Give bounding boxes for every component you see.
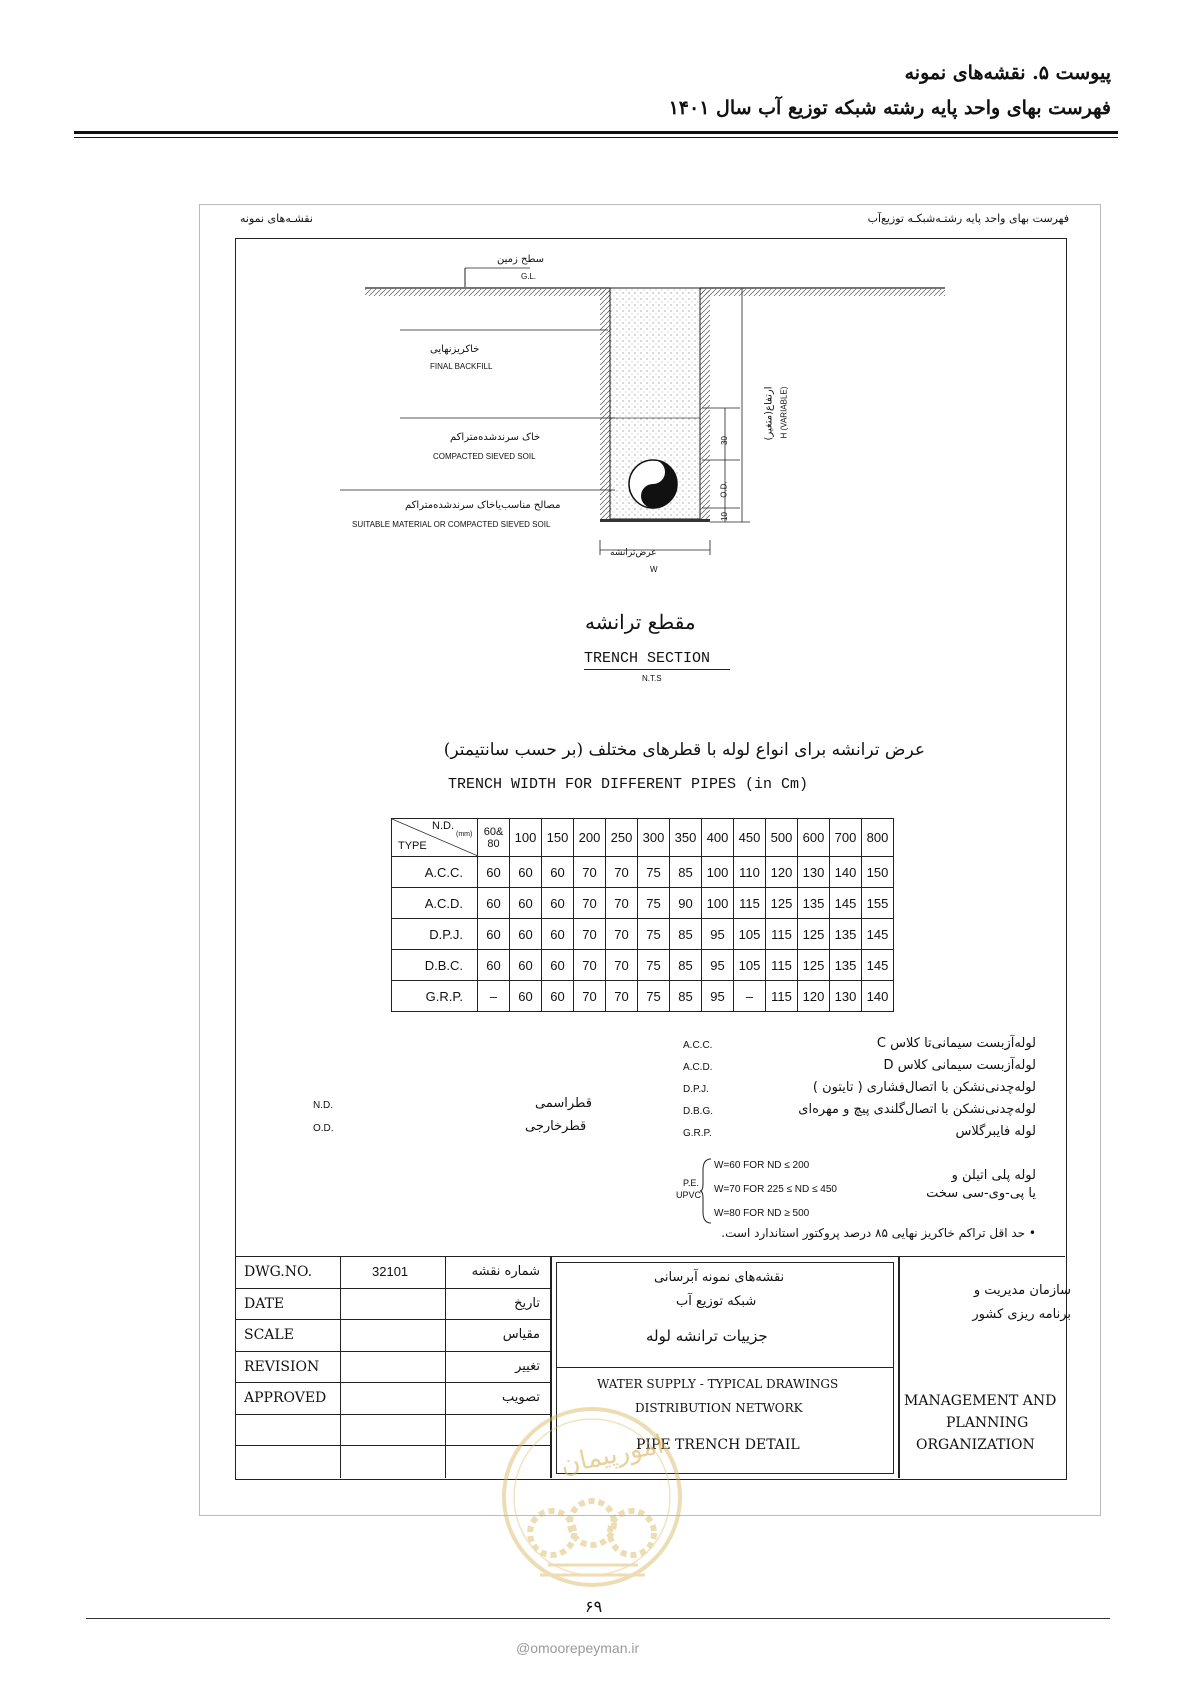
section-title-fa: مقطع ترانشه bbox=[585, 610, 696, 634]
table-cell: 95 bbox=[702, 919, 734, 950]
table-cell: 75 bbox=[638, 950, 670, 981]
table-corner-cell bbox=[392, 819, 478, 857]
table-row bbox=[392, 857, 894, 888]
table-body bbox=[392, 857, 894, 1012]
final-backfill-fa: خاکریزنهایی bbox=[430, 344, 480, 355]
table-col-header: 60& 80 bbox=[478, 819, 510, 857]
center-fa-3: جزییات ترانشه لوله bbox=[646, 1327, 768, 1345]
table-cell: 130 bbox=[830, 981, 862, 1012]
org-fa-2: برنامه ریزی کشور bbox=[972, 1307, 1071, 1322]
pe-rule-2: W=70 FOR 225 ≤ ND ≤ 450 bbox=[714, 1184, 837, 1195]
table-cell: 75 bbox=[638, 888, 670, 919]
table-row bbox=[392, 888, 894, 919]
table-row-type: A.C.C. bbox=[392, 857, 478, 888]
table-cell: 85 bbox=[670, 919, 702, 950]
table-row-type: D.B.C. bbox=[392, 950, 478, 981]
org-en-1: MANAGEMENT AND bbox=[904, 1393, 1057, 1409]
table-cell: 105 bbox=[734, 950, 766, 981]
table-cell: 140 bbox=[862, 981, 894, 1012]
width-label-fa: عرض‌ترانشه bbox=[610, 548, 657, 558]
title-block-label: APPROVED bbox=[244, 1390, 327, 1406]
footer-rule bbox=[86, 1618, 1110, 1619]
table-cell: 60 bbox=[510, 857, 542, 888]
table-row bbox=[392, 919, 894, 950]
table-cell: 115 bbox=[766, 981, 798, 1012]
table-row-type: A.C.D. bbox=[392, 888, 478, 919]
table-cell: 115 bbox=[766, 919, 798, 950]
table-row-type: G.R.P. bbox=[392, 981, 478, 1012]
suitable-en: SUITABLE MATERIAL OR COMPACTED SIEVED SOIL bbox=[352, 520, 551, 529]
watermark-logo-text: امورپیمان bbox=[558, 1429, 667, 1481]
legend-code: A.C.C. bbox=[683, 1040, 713, 1051]
table-cell: 70 bbox=[606, 888, 638, 919]
table-col-header: 100 bbox=[510, 819, 542, 857]
org-en-2: PLANNING bbox=[946, 1415, 1029, 1431]
final-backfill-en: FINAL BACKFILL bbox=[430, 362, 493, 371]
table-cell: 70 bbox=[606, 950, 638, 981]
compacted-en: COMPACTED SIEVED SOIL bbox=[433, 452, 536, 461]
table-cell: 135 bbox=[830, 919, 862, 950]
pe-fa-1: لوله پلی اتیلن و bbox=[951, 1168, 1036, 1183]
table-cell: 75 bbox=[638, 857, 670, 888]
table-cell: 60 bbox=[478, 919, 510, 950]
header-line-2: فهرست بهای واحد پایه رشته شبکه توزیع آب سال ۱۴۰۱ bbox=[668, 97, 1111, 119]
table-cell: 145 bbox=[862, 919, 894, 950]
legend-code: D.B.G. bbox=[683, 1106, 714, 1117]
table-cell: 110 bbox=[734, 857, 766, 888]
header-rule-thin bbox=[74, 137, 1118, 138]
table-col-header: 500 bbox=[766, 819, 798, 857]
od-fa: قطرخارجی bbox=[525, 1119, 587, 1134]
h-label-fa: ارتفاع(متغیر) bbox=[763, 386, 775, 441]
table-cell: 60 bbox=[510, 950, 542, 981]
upvc-label: UPVC bbox=[676, 1190, 702, 1200]
table-col-header: 350 bbox=[670, 819, 702, 857]
table-cell: 85 bbox=[670, 857, 702, 888]
pe-rule-3: W=80 FOR ND ≥ 500 bbox=[714, 1208, 810, 1219]
title-block-row-line bbox=[235, 1319, 550, 1320]
title-block-vline-4 bbox=[898, 1256, 900, 1478]
table-cell: 60 bbox=[542, 981, 574, 1012]
table-cell: 135 bbox=[830, 950, 862, 981]
corner-type: TYPE bbox=[398, 840, 427, 852]
title-block-row-line bbox=[235, 1288, 550, 1289]
table-cell: 135 bbox=[798, 888, 830, 919]
gl-label-en: G.L. bbox=[521, 272, 537, 281]
pe-rule-1: W=60 FOR ND ≤ 200 bbox=[714, 1160, 810, 1171]
table-cell: 60 bbox=[542, 950, 574, 981]
title-block-label-fa: تغییر bbox=[515, 1358, 540, 1374]
table-cell: 105 bbox=[734, 919, 766, 950]
title-block-label: SCALE bbox=[244, 1327, 294, 1343]
table-row-type: D.P.J. bbox=[392, 919, 478, 950]
table-cell: 60 bbox=[542, 888, 574, 919]
corner-mm: (mm) bbox=[456, 831, 473, 838]
table-cell: 130 bbox=[798, 857, 830, 888]
h-label-en: H (VARIABLE) bbox=[779, 386, 789, 439]
suitable-fa: مصالح مناسب‌یاخاک سرندشده‌متراکم bbox=[405, 500, 561, 511]
table-cell: 70 bbox=[574, 888, 606, 919]
section-title-rule bbox=[584, 669, 730, 670]
org-fa-1: سازمان مدیریت و bbox=[973, 1283, 1071, 1298]
title-block-label-fa: تاریخ bbox=[514, 1295, 540, 1311]
title-center-divider bbox=[556, 1367, 894, 1368]
table-cell: 145 bbox=[862, 950, 894, 981]
table-col-header: 800 bbox=[862, 819, 894, 857]
table-cell: 70 bbox=[574, 919, 606, 950]
title-block-label-fa: مقیاس bbox=[502, 1327, 540, 1342]
pe-fa-2: یا پی-وی-سی سخت bbox=[926, 1186, 1036, 1201]
table-cell: 115 bbox=[766, 950, 798, 981]
table-cell: 60 bbox=[542, 919, 574, 950]
table-cell: 70 bbox=[574, 950, 606, 981]
header-rule bbox=[74, 131, 1118, 134]
table-cell: 60 bbox=[478, 857, 510, 888]
legend-code: G.R.P. bbox=[683, 1128, 712, 1139]
table-cell: – bbox=[734, 981, 766, 1012]
width-label-en: W bbox=[650, 565, 658, 574]
legend-code: A.C.D. bbox=[683, 1062, 713, 1073]
table-cell: 70 bbox=[574, 981, 606, 1012]
title-block-label: DWG.NO. bbox=[244, 1264, 313, 1280]
table-col-header: 400 bbox=[702, 819, 734, 857]
table-cell: 70 bbox=[606, 919, 638, 950]
legend-description: لوله‌آزبست سیمانی کلاس D bbox=[883, 1058, 1036, 1073]
table-cell: 125 bbox=[798, 919, 830, 950]
trench-width-table bbox=[391, 818, 894, 1012]
table-title-fa: عرض ترانشه برای انواع لوله با قطرهای مختلف (بر حسب سانتیمتر) bbox=[443, 740, 925, 760]
table-cell: 120 bbox=[798, 981, 830, 1012]
center-fa-1: نقشه‌های نمونه آبرسانی bbox=[654, 1270, 785, 1285]
legend-description: لوله فایبرگلاس bbox=[955, 1124, 1036, 1139]
table-cell: 125 bbox=[766, 888, 798, 919]
center-fa-2: شبکه توزیع آب bbox=[676, 1294, 757, 1309]
sheet-header-right: فهرست بهای واحد پایه رشتـه‌شبکـه توزیع‌آب bbox=[867, 212, 1069, 225]
table-cell: 60 bbox=[542, 857, 574, 888]
title-block-row-line bbox=[235, 1351, 550, 1352]
table-cell: 85 bbox=[670, 981, 702, 1012]
legend-code: D.P.J. bbox=[683, 1084, 709, 1095]
sheet-header-left: نقشـه‌های نمونه bbox=[240, 212, 313, 225]
compaction-note: • حد اقل تراکم خاکریز نهایی ۸۵ درصد پروکتور استاندارد است. bbox=[721, 1226, 1036, 1240]
table-cell: 120 bbox=[766, 857, 798, 888]
section-title-en: TRENCH SECTION bbox=[584, 650, 711, 667]
center-en-2: DISTRIBUTION NETWORK bbox=[635, 1401, 803, 1415]
legend-description: لوله‌آزبست سیمانی‌تا کلاس C bbox=[876, 1036, 1036, 1051]
nd-fa: قطراسمی bbox=[535, 1096, 592, 1111]
org-en-3: ORGANIZATION bbox=[916, 1437, 1035, 1453]
table-row bbox=[392, 950, 894, 981]
table-cell: 70 bbox=[606, 981, 638, 1012]
legend-description: لوله‌چدنی‌نشکن با اتصال‌فشاری ( تایتون ) bbox=[812, 1080, 1036, 1095]
title-block-label: DATE bbox=[244, 1295, 285, 1312]
table-cell: 85 bbox=[670, 950, 702, 981]
table-col-header: 200 bbox=[574, 819, 606, 857]
table-cell: 125 bbox=[798, 950, 830, 981]
table-cell: – bbox=[478, 981, 510, 1012]
page-number: ۶۹ bbox=[585, 1597, 603, 1616]
dim-30: 30 bbox=[719, 436, 729, 445]
table-cell: 115 bbox=[734, 888, 766, 919]
od-code: O.D. bbox=[313, 1123, 334, 1134]
table-cell: 75 bbox=[638, 919, 670, 950]
center-en-1: WATER SUPPLY - TYPICAL DRAWINGS bbox=[597, 1377, 839, 1391]
table-cell: 140 bbox=[830, 857, 862, 888]
title-block-label-fa: تصویب bbox=[502, 1390, 540, 1405]
watermark-url: @omoorepeyman.ir bbox=[516, 1640, 640, 1656]
dim-od: O.D. bbox=[719, 481, 729, 498]
table-col-header: 600 bbox=[798, 819, 830, 857]
table-col-header: 150 bbox=[542, 819, 574, 857]
compacted-fa: خاک سرندشده‌متراکم bbox=[450, 432, 541, 443]
dim-10: 10 bbox=[719, 512, 729, 521]
title-block-label: REVISION bbox=[244, 1358, 320, 1375]
pe-brace bbox=[700, 1158, 712, 1224]
table-title-en: TRENCH WIDTH FOR DIFFERENT PIPES (in Cm) bbox=[448, 776, 809, 793]
table-cell: 155 bbox=[862, 888, 894, 919]
table-col-header: 250 bbox=[606, 819, 638, 857]
title-block-label-fa: شماره نقشه bbox=[471, 1264, 540, 1279]
table-header-row bbox=[392, 819, 894, 857]
table-cell: 60 bbox=[510, 919, 542, 950]
table-cell: 145 bbox=[830, 888, 862, 919]
table-cell: 100 bbox=[702, 888, 734, 919]
table-col-header: 700 bbox=[830, 819, 862, 857]
pe-label: P.E. bbox=[683, 1178, 699, 1188]
table-cell: 60 bbox=[510, 981, 542, 1012]
table-cell: 95 bbox=[702, 950, 734, 981]
table-cell: 75 bbox=[638, 981, 670, 1012]
table-cell: 60 bbox=[510, 888, 542, 919]
table-cell: 60 bbox=[478, 950, 510, 981]
title-block-row-line bbox=[235, 1382, 550, 1383]
center-en-3: PIPE TRENCH DETAIL bbox=[636, 1437, 800, 1453]
table-cell: 100 bbox=[702, 857, 734, 888]
gl-label-fa: سطح زمین bbox=[497, 254, 545, 265]
legend-description: لوله‌چدنی‌نشکن با اتصال‌گلندی پیچ و مهره‌ای bbox=[798, 1102, 1036, 1117]
header-line-1: پیوست ۵. نقشه‌های نمونه bbox=[904, 62, 1111, 84]
table-cell: 70 bbox=[574, 857, 606, 888]
nts-label: N.T.S bbox=[642, 674, 662, 683]
table-cell: 150 bbox=[862, 857, 894, 888]
nd-code: N.D. bbox=[313, 1100, 333, 1111]
table-cell: 95 bbox=[702, 981, 734, 1012]
table-col-header: 300 bbox=[638, 819, 670, 857]
title-block-value: 32101 bbox=[372, 1264, 409, 1279]
table-cell: 60 bbox=[478, 888, 510, 919]
table-cell: 90 bbox=[670, 888, 702, 919]
corner-nd: N.D. bbox=[432, 820, 454, 832]
table-cell: 70 bbox=[606, 857, 638, 888]
table-row bbox=[392, 981, 894, 1012]
table-col-header: 450 bbox=[734, 819, 766, 857]
